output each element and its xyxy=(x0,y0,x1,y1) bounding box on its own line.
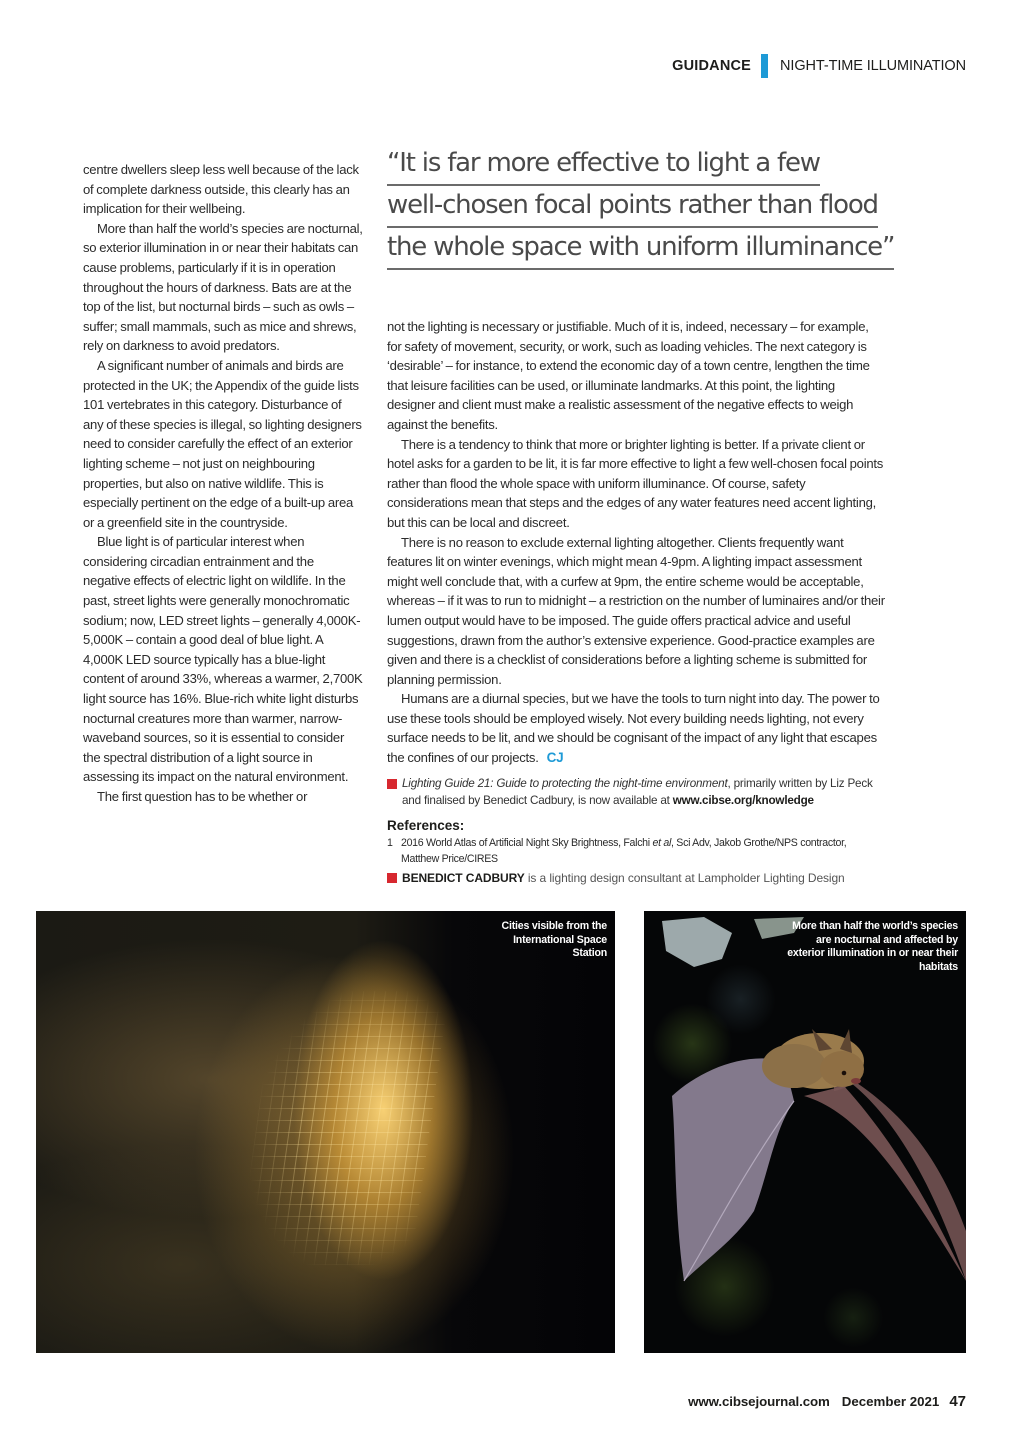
red-square-bullet-icon xyxy=(387,873,397,883)
paragraph: Blue light is of particular interest when considering circadian entrainment and the negative effects of electric light on wildlife. In the past, street lights were generally monochromatic sodium; now, LED street lights – generally 4,000K-5,000K – contain a good deal of blue light. A 4,000K LED source typically has a blue-light content of around 33%, whereas a warmer, 2,700K light source has 16%. Blue-rich white light disturbs nocturnal creatures more than warmer, narrow-waveband sources, so it is essential to consider the spectral distribution of a light source in assessing its impact on the natural environment. xyxy=(83,534,363,785)
note-text: , primarily written by Liz Peck and finalised by Benedict Cadbury, is now available at xyxy=(402,776,873,807)
paragraph-text: Humans are a diurnal species, but we have the tools to turn night into day. The power to use these tools should be employed wisely. Not every building needs lighting, not every surface needs to be lit, and we should be cognisant of the impact of any light that escapes the confines of our projects. xyxy=(387,691,880,766)
pull-quote-line: well-chosen focal points rather than flood xyxy=(387,188,878,228)
photo-caption: Cities visible from the International Space Station xyxy=(501,920,607,959)
left-column xyxy=(83,160,363,807)
paragraph: The first question has to be whether or xyxy=(97,789,308,804)
author-description: is a lighting design consultant at Lampholder Lighting Design xyxy=(524,870,845,885)
paragraph-final xyxy=(387,689,885,767)
page-number: 47 xyxy=(949,1393,966,1410)
publication-note xyxy=(387,775,885,809)
paragraph: There is no reason to exclude external lighting altogether. Clients frequently want features lit on winter evenings, which might mean 4-9pm. A lighting impact assessment might well conclude that, with a curfew at 9pm, the entire scheme would be acceptable, whereas – if it was to run to midnight – a restriction on the number of luminaires and/or their lumen output would have to be imposed. The guide offers practical advice and useful suggestions, drawn from the author’s extensive experience. Good-practice examples are given and there is a checklist of considerations before a lighting scheme is submitted for planning permission. xyxy=(387,534,885,687)
page-footer xyxy=(688,1393,966,1410)
right-column xyxy=(387,317,885,887)
reference-text: 2016 World Atlas of Artificial Night Sky Brightness, Falchi xyxy=(401,836,653,849)
guide-note xyxy=(387,775,885,809)
paragraph: There is a tendency to think that more or brighter lighting is better. If a private client or hotel asks for a garden to be lit, it is far more effective to light a few well-chosen focal points rather than flood the whole space with uniform illuminance. Of course, safety considerations mean that steps and the edges of any water features need accent lighting, but this can be local and discreet. xyxy=(387,436,884,530)
issue-date: December 2021 xyxy=(841,1394,940,1409)
paragraph: not the lighting is necessary or justifiable. Much of it is, indeed, necessary – for example, for safety of movement, security, or work, such as loading vehicles. The next category is ‘desirable’ – for instance, to extend the economic day of a town centre, lengthen the time that leisure facilities can be used, or illuminate landmarks. At this point, the lighting designer and client must make a realistic assessment of the negative effects to weigh against the benefits. xyxy=(387,319,870,432)
bat-illustration-icon xyxy=(644,911,966,1353)
guide-title: Lighting Guide 21: Guide to protecting the night-time environment xyxy=(402,776,728,790)
end-mark: CJ xyxy=(546,750,564,766)
photo-caption: More than half the world’s species are nocturnal and affected by exterior illumination in or near their habitats xyxy=(787,920,958,973)
bat-photo xyxy=(644,911,966,1353)
reference-text-end: , Sci Adv, Jakob Grothe/NPS contractor, Matthew Price/CIRES xyxy=(401,836,847,865)
city-light-grid xyxy=(237,991,449,1265)
paragraph: More than half the world’s species are nocturnal, so exterior illumination in or near their habitats can cause problems, particularly if it is in operation throughout the hours of darkness. Bats are at the top of the list, but nocturnal birds – such as owls – suffer; small mammals, such as mice and shrews, rely on darkness to avoid predators. xyxy=(83,220,363,354)
topic-label: NIGHT-TIME ILLUMINATION xyxy=(780,58,966,74)
section-label: GUIDANCE xyxy=(672,58,752,74)
author-name: BENEDICT CADBURY xyxy=(402,870,525,885)
paragraph: centre dwellers sleep less well because of the lack of complete darkness outside, this clearly has an implication for their wellbeing. xyxy=(83,162,359,217)
author-bio xyxy=(387,870,885,887)
header-divider-bar xyxy=(761,54,768,78)
reference-number: 1 xyxy=(387,836,393,849)
pull-quote xyxy=(387,146,932,272)
pull-quote-line: “It is far more effective to light a few xyxy=(387,146,820,186)
knowledge-link[interactable]: www.cibse.org/knowledge xyxy=(672,793,814,807)
reference-item xyxy=(387,835,885,867)
references-heading: References: xyxy=(387,817,465,833)
paragraph: A significant number of animals and birds are protected in the UK; the Appendix of the guide lists 101 vertebrates in this category. Disturbance of any of these species is illegal, so lighting designers need to consider carefully the effect of an exterior lighting scheme – not just on neighbouring properties, but also on native wildlife. This is especially pertinent on the edge of a built-up area or a greenfield site in the countryside. xyxy=(83,357,362,530)
running-header xyxy=(672,55,966,77)
journal-url[interactable]: www.cibsejournal.com xyxy=(688,1394,830,1409)
red-square-bullet-icon xyxy=(387,779,397,789)
reference-italic: et al xyxy=(652,836,672,849)
city-night-photo xyxy=(36,911,615,1353)
pull-quote-line: the whole space with uniform illuminance” xyxy=(387,230,894,270)
